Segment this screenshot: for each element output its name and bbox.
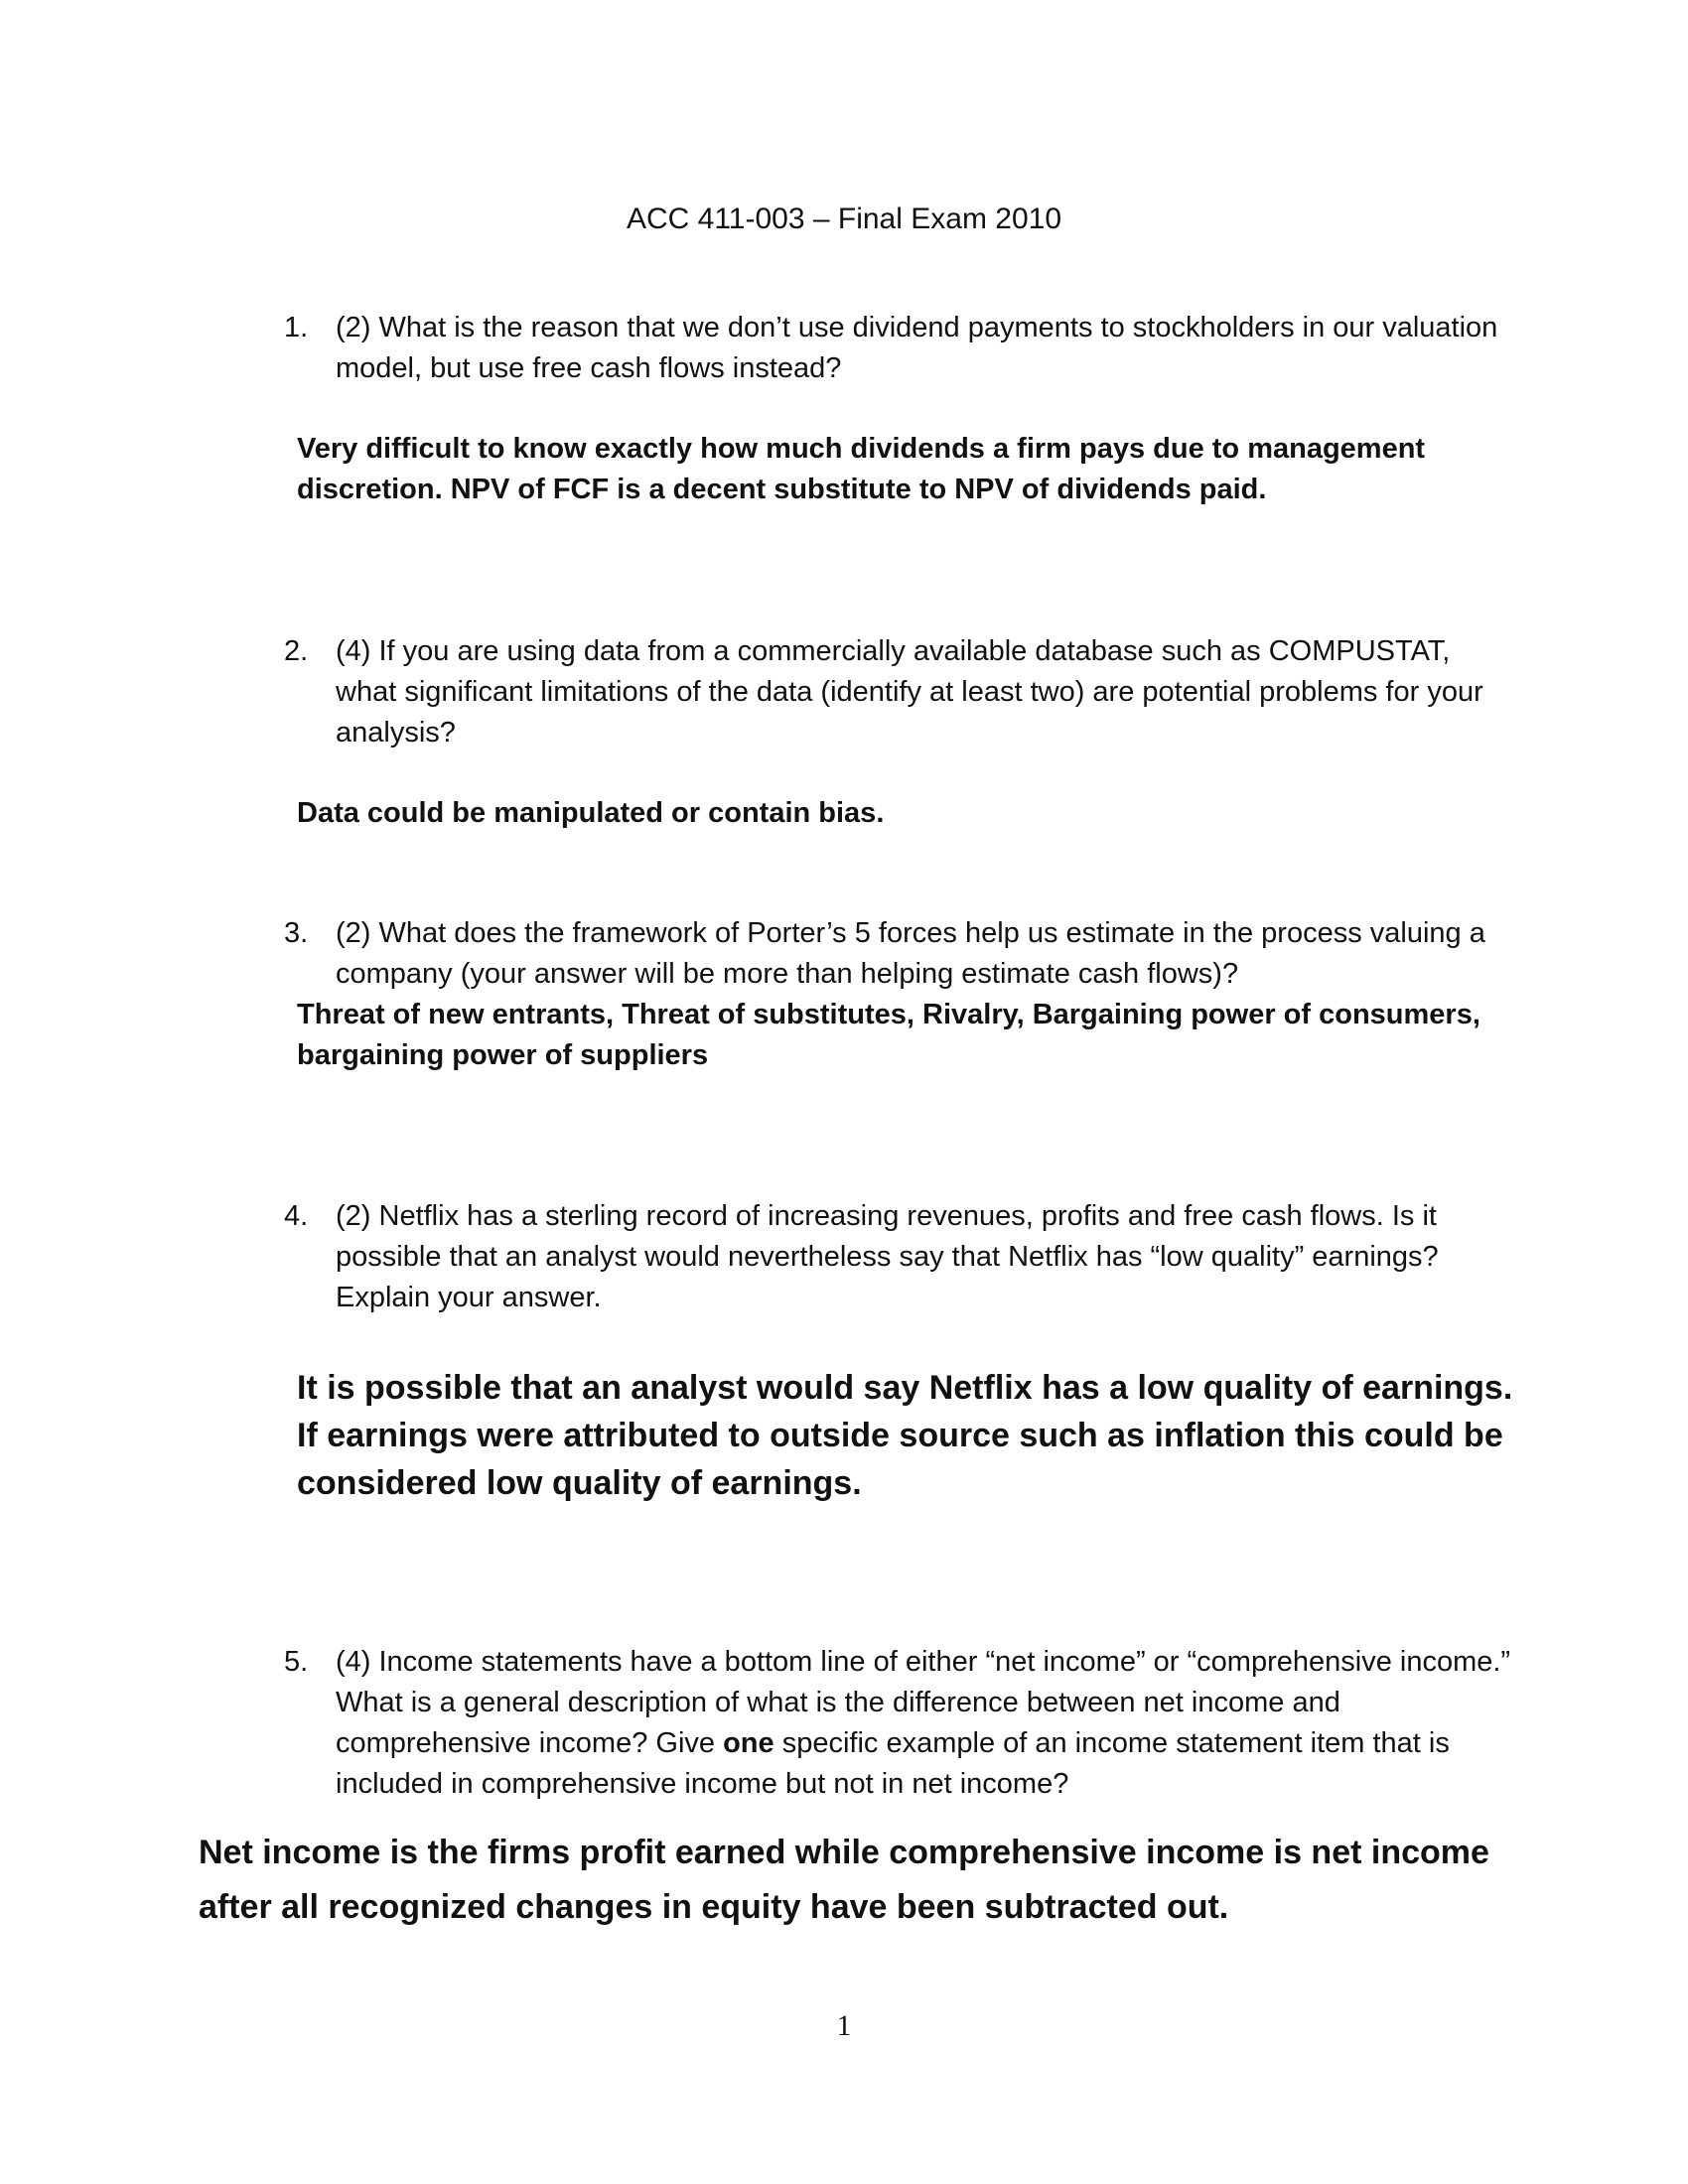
question-text-part: (4) Income statements have a bottom line of either “net income” or “comprehensive income.” What is a general description of what is the difference between net income and comprehensive income? Give bbox=[336, 1646, 1511, 1759]
question-3 bbox=[284, 913, 1515, 995]
question-text: (2) What does the framework of Porter’s 5 forces help us estimate in the process valuing a company (your answer will be more than helping estimate cash flows)? bbox=[336, 917, 1485, 990]
answer-2: Data could be manipulated or contain bias. bbox=[297, 797, 885, 829]
question-text: (4) If you are using data from a commercially available database such as COMPUSTAT, what significant limitations of the data (identify at least two) are potential problems for your analysis? bbox=[336, 635, 1483, 749]
answer-5: Net income is the firms profit earned while comprehensive income is net income after all recognized changes in equity have been subtracted out. bbox=[199, 1834, 1489, 1926]
answer-4: It is possible that an analyst would say Netflix has a low quality of earnings. If earnings were attributed to outside source such as inflation this could be considered low quality of earnings. bbox=[297, 1369, 1513, 1502]
question-text: (2) Netflix has a sterling record of increasing revenues, profits and free cash flows. Is it possible that an analyst would nevertheless say that Netflix has “low quality” earnings? Explain your answer. bbox=[336, 1200, 1439, 1313]
question-4 bbox=[284, 1196, 1515, 1318]
answer-1: Very difficult to know exactly how much dividends a firm pays due to management discretion. NPV of FCF is a decent substitute to NPV of dividends paid. bbox=[297, 433, 1426, 505]
page-title: ACC 411-003 – Final Exam 2010 bbox=[626, 203, 1062, 235]
question-1 bbox=[284, 308, 1515, 389]
question-number: 3. bbox=[284, 917, 309, 949]
page-number: 1 bbox=[836, 2009, 852, 2042]
question-5 bbox=[284, 1642, 1515, 1805]
question-2 bbox=[284, 631, 1515, 753]
question-number: 1. bbox=[284, 312, 309, 343]
emphasized-word: one bbox=[723, 1727, 774, 1759]
question-text bbox=[336, 1642, 1515, 1805]
question-text: (2) What is the reason that we don’t use dividend payments to stockholders in our valuation model, but use free cash flows instead? bbox=[336, 312, 1498, 384]
question-number: 5. bbox=[284, 1646, 309, 1678]
answer-3: Threat of new entrants, Threat of substitutes, Rivalry, Bargaining power of consumers, bargaining power of suppliers bbox=[297, 999, 1480, 1071]
question-text-part: specific example of an income statement item that is included in comprehensive income but not in net income? bbox=[336, 1727, 1450, 1800]
question-number: 4. bbox=[284, 1200, 309, 1232]
question-number: 2. bbox=[284, 635, 309, 667]
